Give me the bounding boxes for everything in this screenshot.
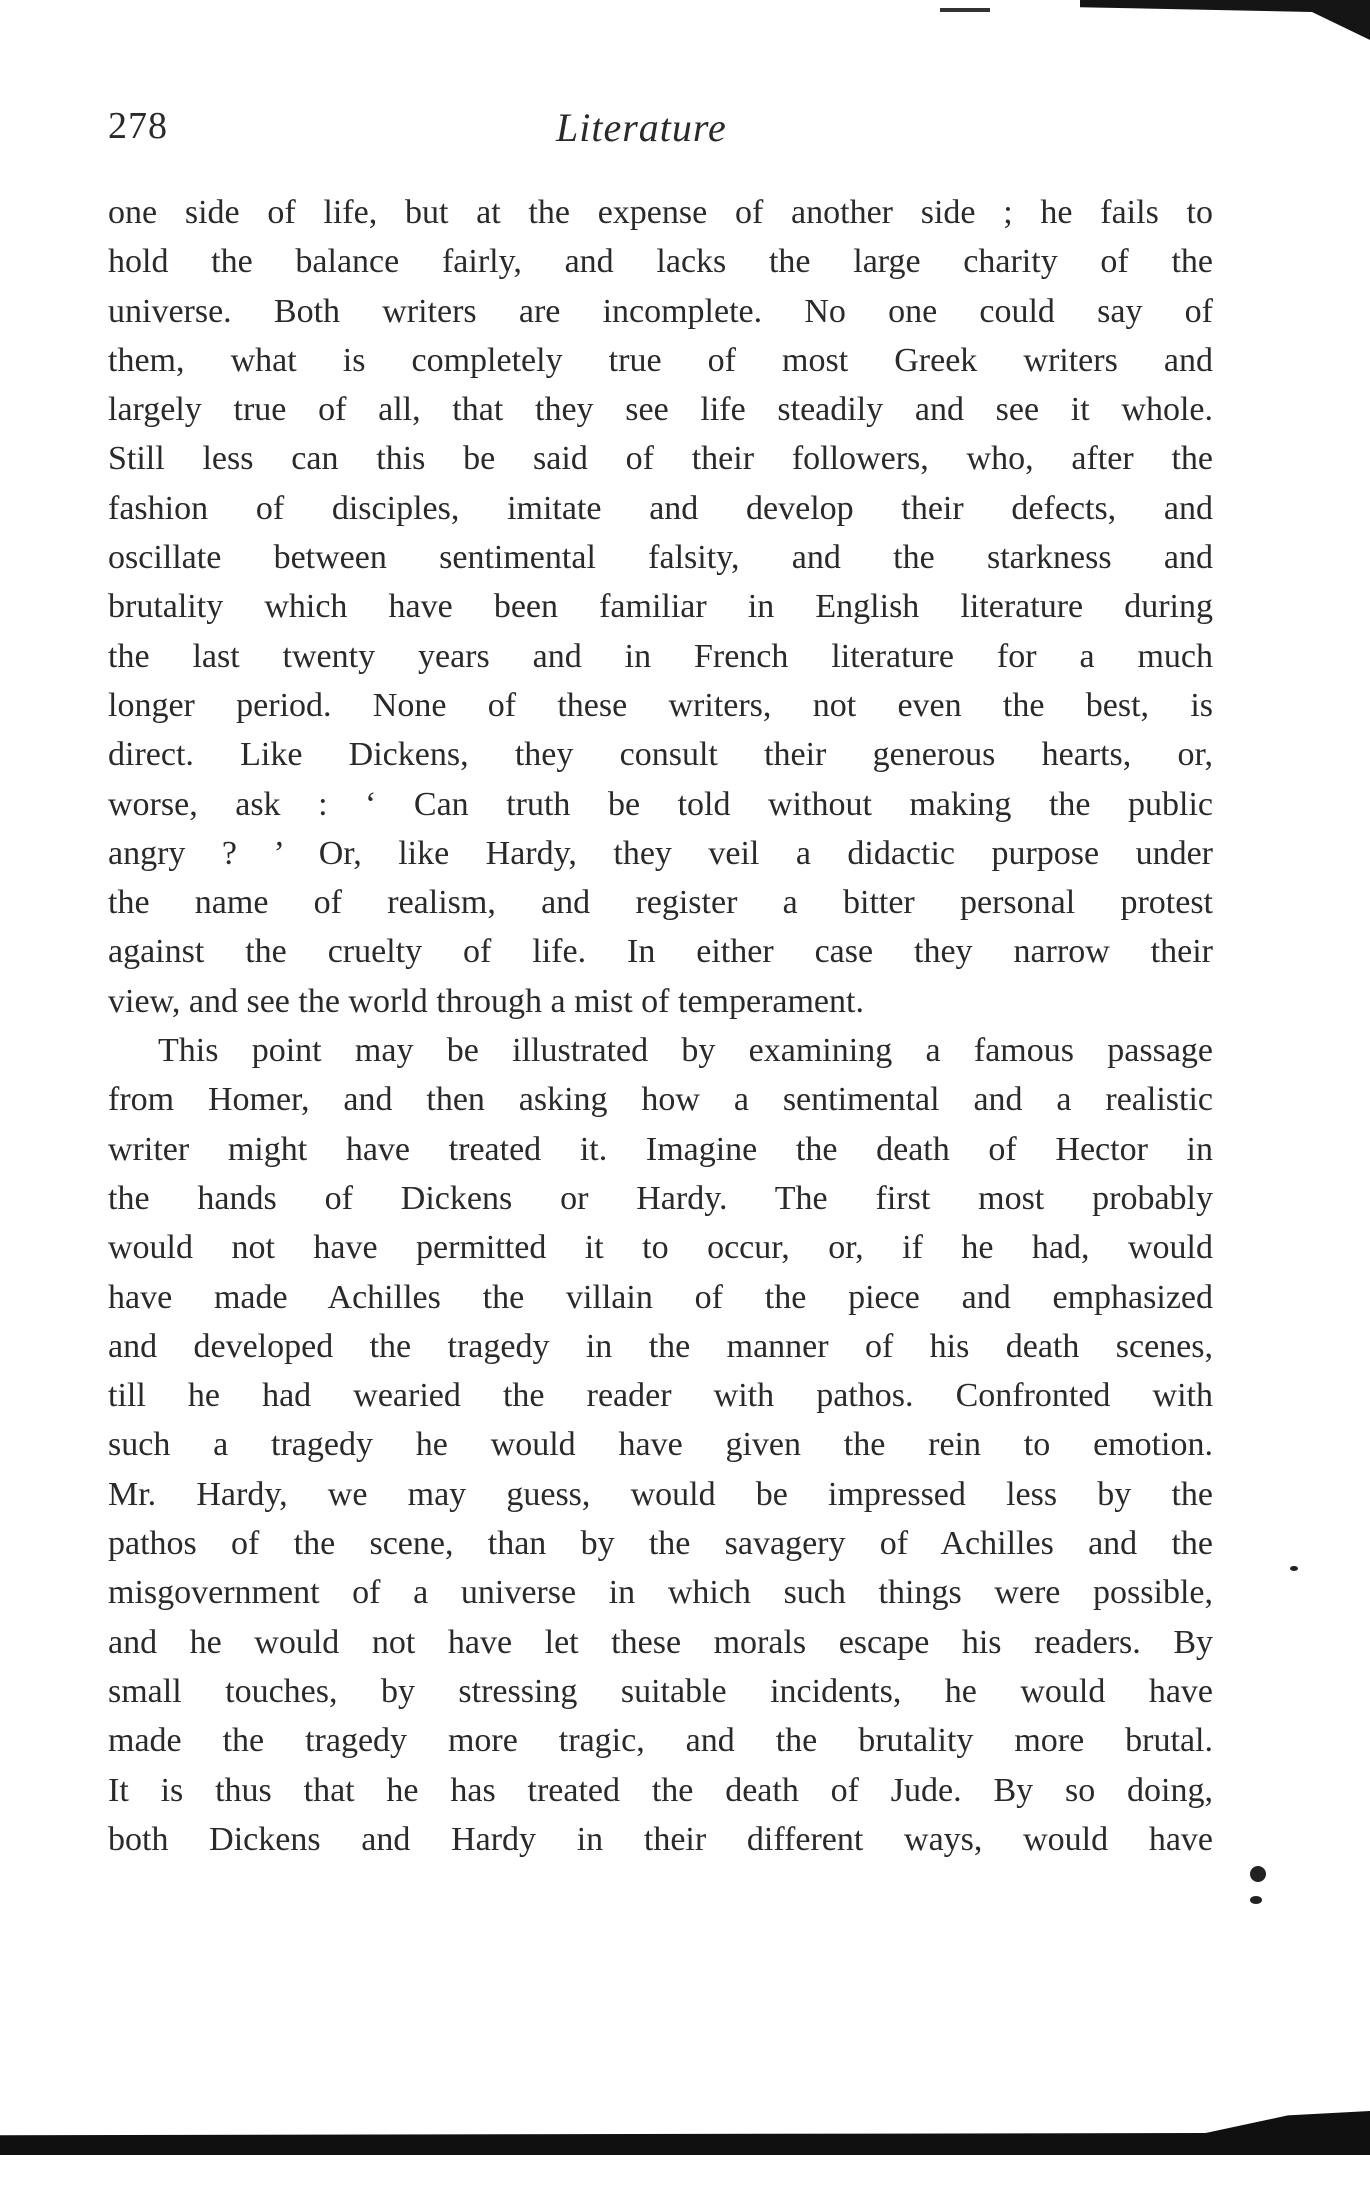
- text-line: largely true of all, that they see life steadily and see it whole.: [108, 391, 1213, 429]
- text-line: hold the balance fairly, and lacks the large charity of the: [108, 243, 1213, 281]
- text-line: Mr. Hardy, we may guess, would be impressed less by the: [108, 1475, 1213, 1513]
- text-line: the last twenty years and in French literature for a much: [108, 637, 1213, 675]
- text-line: worse, ask : ‘ Can truth be told without making the public: [108, 785, 1213, 823]
- text-line: oscillate between sentimental falsity, and the starkness and: [108, 539, 1213, 577]
- text-line: the name of realism, and register a bitter personal protest: [108, 884, 1213, 922]
- scan-speck: [1290, 1566, 1298, 1571]
- text-line: universe. Both writers are incomplete. No one could say of: [108, 292, 1213, 330]
- text-line: and developed the tragedy in the manner of his death scenes,: [108, 1327, 1213, 1365]
- text-line: longer period. None of these writers, not even the best, is: [108, 686, 1213, 724]
- text-line: pathos of the scene, than by the savagery of Achilles and the: [108, 1525, 1213, 1563]
- text-line: till he had wearied the reader with pathos. Confronted with: [108, 1377, 1213, 1415]
- text-line: fashion of disciples, imitate and develop their defects, and: [108, 489, 1213, 527]
- body-text: [108, 188, 1213, 1864]
- text-line: Still less can this be said of their followers, who, after the: [108, 440, 1213, 478]
- text-line: misgovernment of a universe in which such things were possible,: [108, 1574, 1213, 1612]
- text-line: against the cruelty of life. In either case they narrow their: [108, 933, 1213, 971]
- text-line: the hands of Dickens or Hardy. The first most probably: [108, 1179, 1213, 1217]
- text-line: both Dickens and Hardy in their different ways, would have: [108, 1820, 1213, 1858]
- text-line: small touches, by stressing suitable incidents, he would have: [108, 1672, 1213, 1710]
- scan-speck: [1250, 1866, 1266, 1882]
- scan-artifact-top-small: [940, 8, 990, 12]
- scan-artifact-bottom: [0, 2111, 1370, 2155]
- text-line: made the tragedy more tragic, and the brutality more brutal.: [108, 1722, 1213, 1760]
- scan-speck: [1250, 1896, 1262, 1904]
- text-line: have made Achilles the villain of the piece and emphasized: [108, 1278, 1213, 1316]
- running-head: [108, 104, 1218, 164]
- text-line: them, what is completely true of most Greek writers and: [108, 341, 1213, 379]
- page-number: 278: [108, 105, 168, 147]
- text-line: and he would not have let these morals escape his readers. By: [108, 1623, 1213, 1661]
- paragraph-last-line: view, and see the world through a mist of temperament.: [108, 982, 864, 1020]
- scan-artifact-top: [1080, 0, 1370, 40]
- text-line: writer might have treated it. Imagine the death of Hector in: [108, 1130, 1213, 1168]
- text-line: such a tragedy he would have given the rein to emotion.: [108, 1426, 1213, 1464]
- text-line: from Homer, and then asking how a sentimental and a realistic: [108, 1081, 1213, 1119]
- paragraph-first-line: This point may be illustrated by examining a famous passage: [158, 1032, 1213, 1070]
- text-line: one side of life, but at the expense of another side ; he fails to: [108, 194, 1213, 231]
- text-line: direct. Like Dickens, they consult their generous hearts, or,: [108, 736, 1213, 774]
- text-line: It is thus that he has treated the death of Jude. By so doing,: [108, 1771, 1213, 1809]
- text-line: brutality which have been familiar in English literature during: [108, 588, 1213, 626]
- running-title: Literature: [556, 105, 727, 150]
- text-line: would not have permitted it to occur, or, if he had, would: [108, 1229, 1213, 1267]
- text-line: angry ? ’ Or, like Hardy, they veil a didactic purpose under: [108, 834, 1213, 872]
